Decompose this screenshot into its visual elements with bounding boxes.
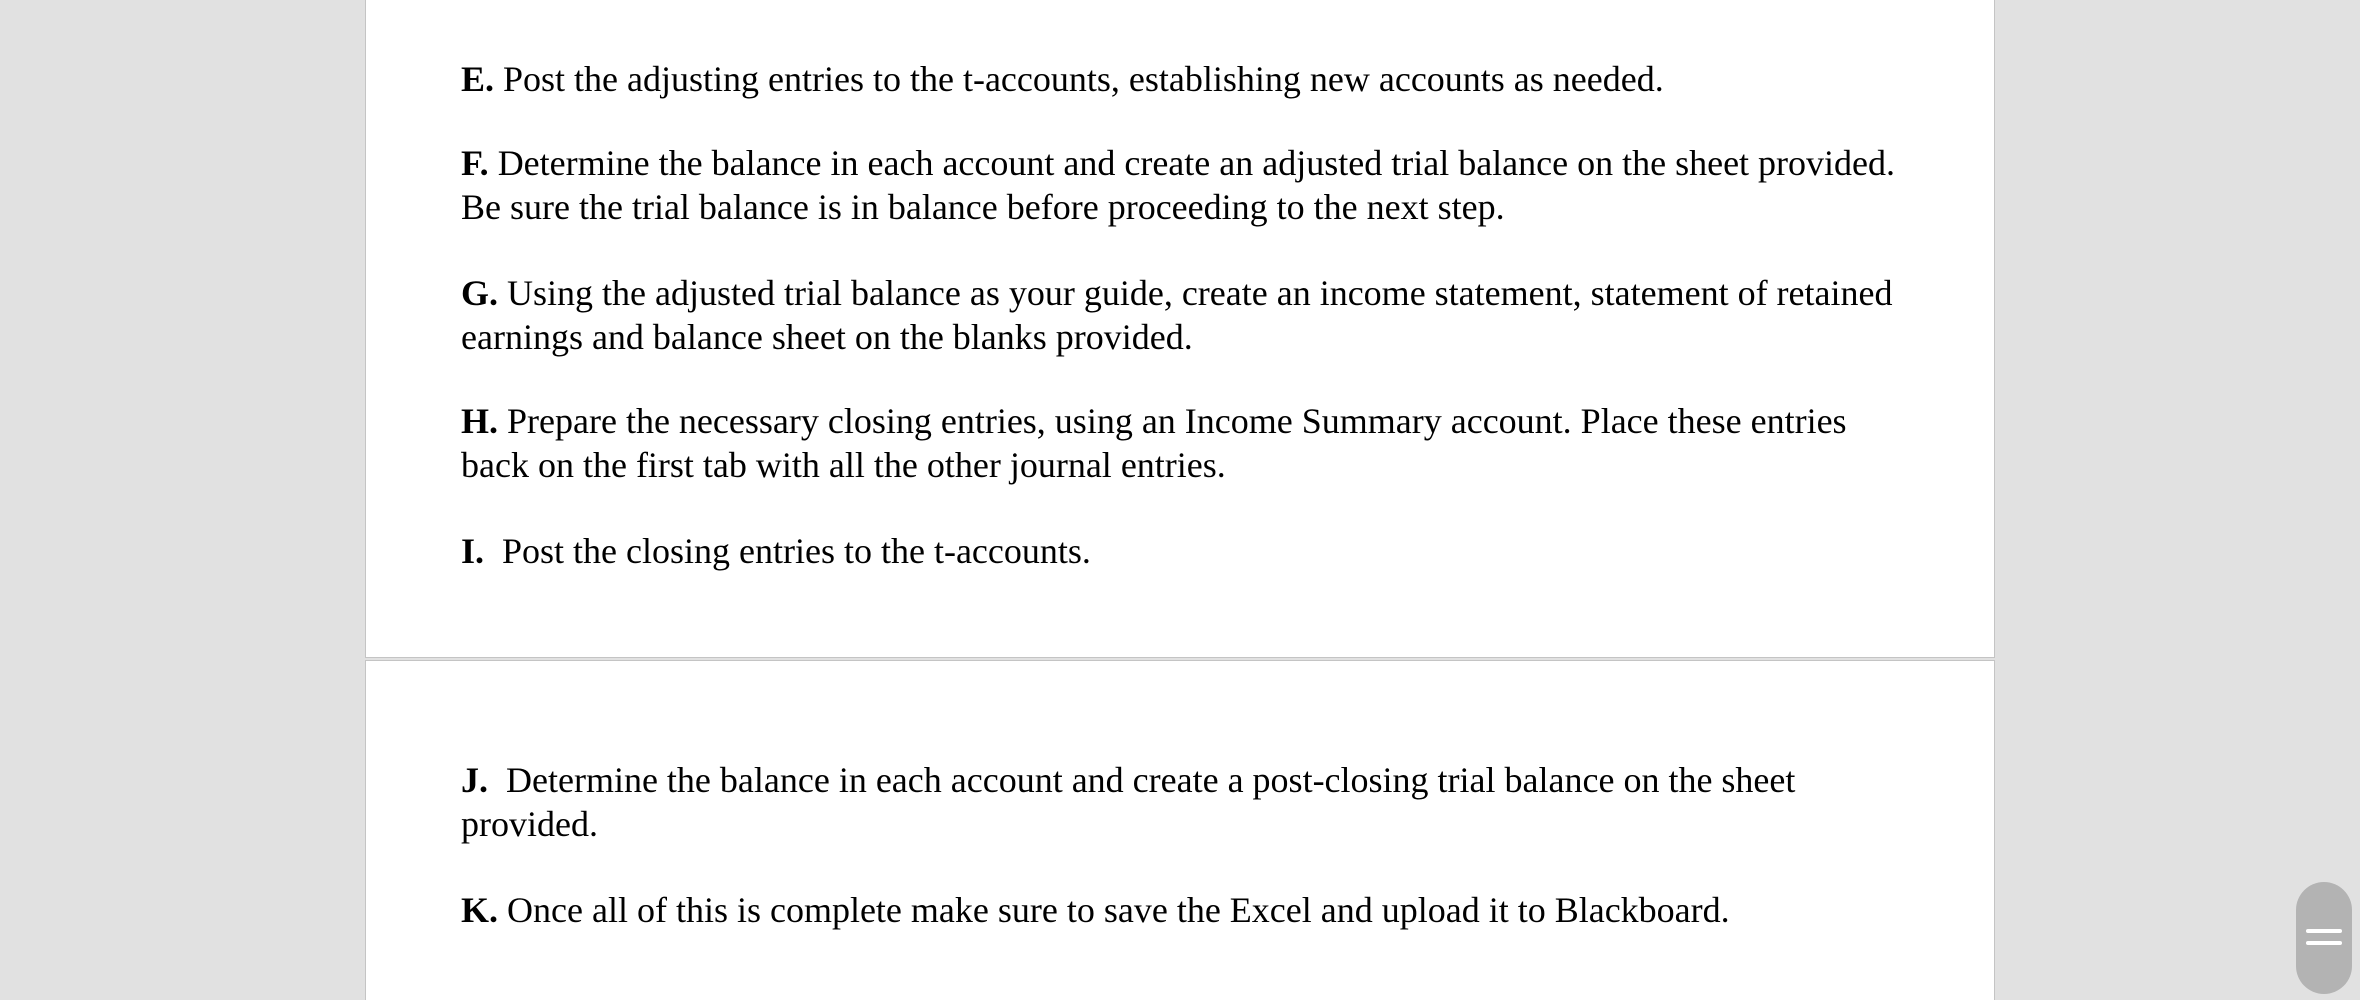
step-k-text: Once all of this is complete make sure to save the Excel and upload it to Blackboard. xyxy=(498,890,1730,930)
document-page-1 xyxy=(365,0,1995,658)
step-i-letter: I. xyxy=(461,531,485,571)
step-j-text: Determine the balance in each account and create a post-closing trial balance on the sheet provided. xyxy=(461,760,1805,844)
step-e-letter: E. xyxy=(461,59,495,99)
step-h-text: Prepare the necessary closing entries, using an Income Summary account. Place these entries back on the first tab with all the other journal entries. xyxy=(461,401,1847,485)
step-g-letter: G. xyxy=(461,273,499,313)
step-e-paragraph xyxy=(461,57,1921,101)
step-g-text: Using the adjusted trial balance as your guide, create an income statement, statement of retained earnings and balance sheet on the blanks provided. xyxy=(461,273,1893,357)
grip-line-icon xyxy=(2306,929,2342,933)
step-f-text: Determine the balance in each account and create an adjusted trial balance on the sheet provided. Be sure the trial balance is in balance before proceeding to the next step. xyxy=(461,143,1896,227)
step-i-paragraph xyxy=(461,529,1921,573)
grip-line-icon xyxy=(2306,941,2342,945)
step-h-paragraph xyxy=(461,399,1921,487)
step-g-paragraph xyxy=(461,271,1921,359)
step-k-paragraph xyxy=(461,888,1921,932)
step-j-letter: J. xyxy=(461,760,488,800)
step-e-text: Post the adjusting entries to the t-accounts, establishing new accounts as needed. xyxy=(494,59,1664,99)
step-f-paragraph xyxy=(461,141,1921,229)
step-h-letter: H. xyxy=(461,401,499,441)
step-i-text: Post the closing entries to the t-accounts. xyxy=(484,531,1091,571)
step-k-letter: K. xyxy=(461,890,499,930)
document-page-2 xyxy=(365,660,1995,1000)
scroll-handle[interactable] xyxy=(2296,882,2352,994)
step-j-paragraph xyxy=(461,758,1921,846)
step-f-letter: F. xyxy=(461,143,489,183)
